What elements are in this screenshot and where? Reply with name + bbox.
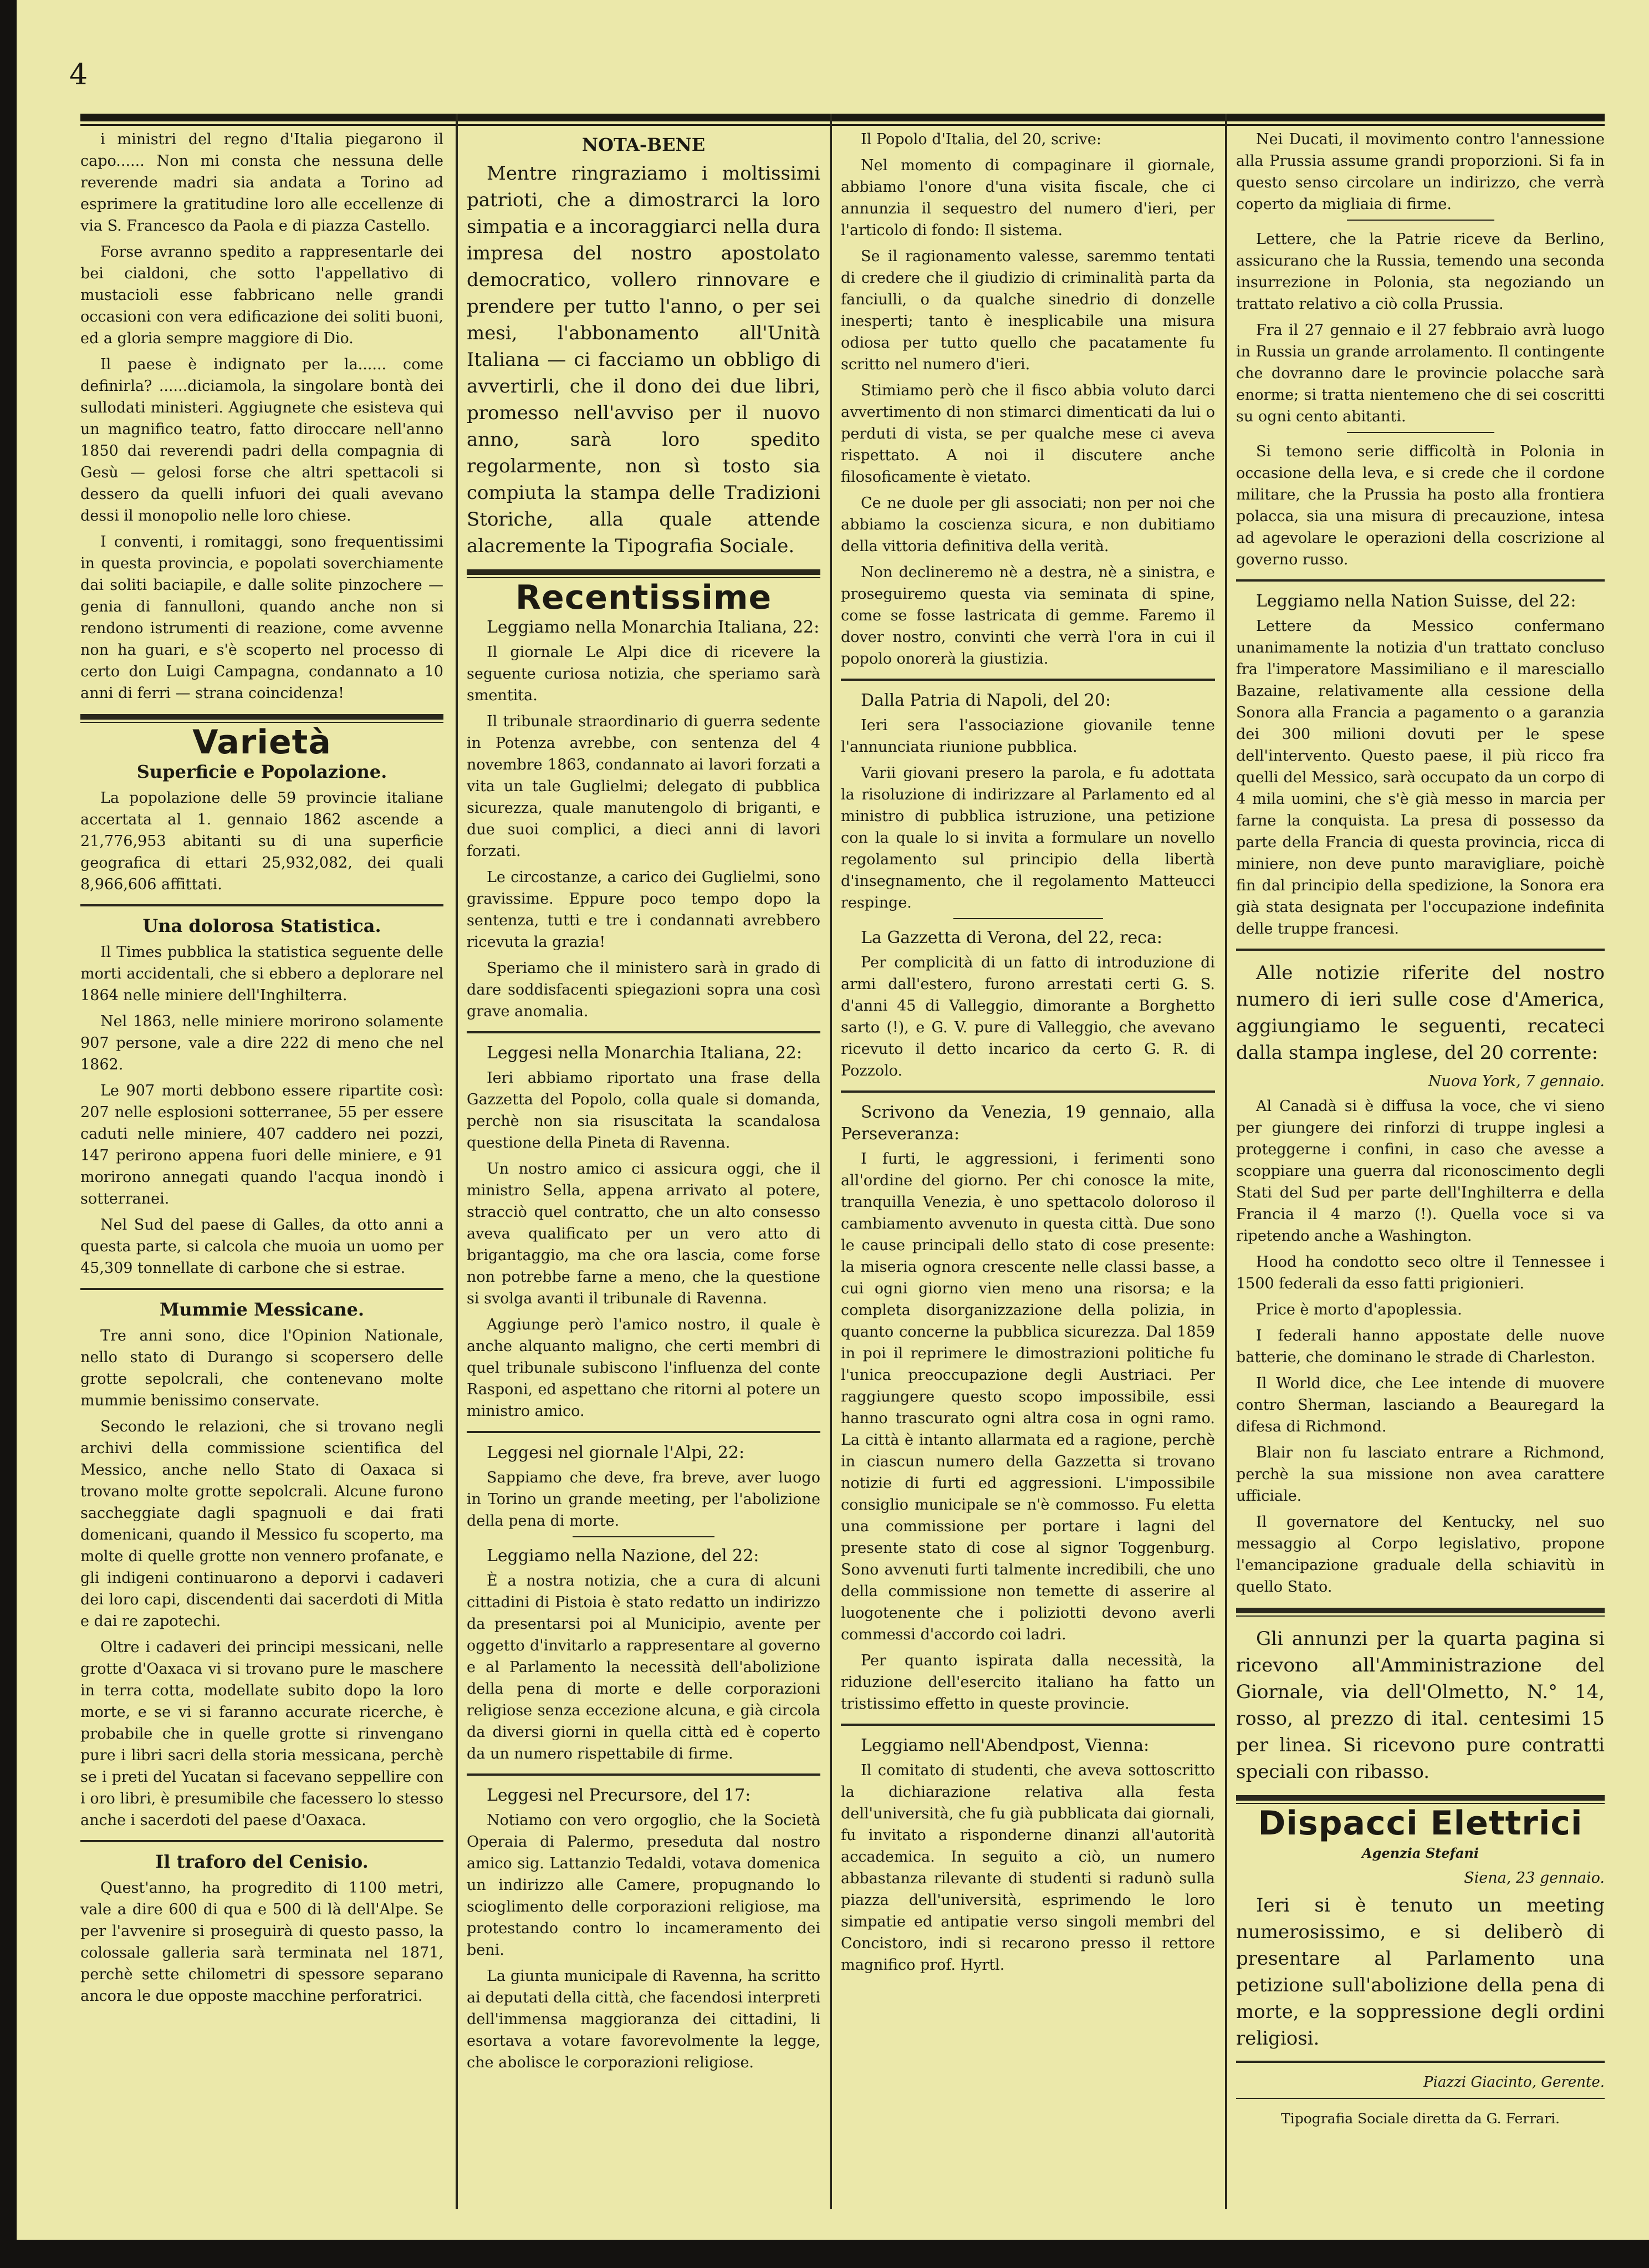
article-heading: Superficie e Popolazione. [136, 761, 387, 782]
article-heading: Una dolorosa Statistica. [142, 915, 381, 936]
paragraph: Lettere da Messico confermano unanimamente la notizia d'un trattato concluso fra l'imperatore Massimiliano e il maresciallo Bazaine, relativamente alla cessione della Sonora alla Francia a pagamento o a garanzia dei 300 milioni dovuti per le spese dell'intervento. Questo paese, il più ricco fra quelli del Messico, sarà occupato da un corpo di 4 mila uomini, che s'è già messo in marcia per farne la conquista. La presa di possesso da parte della Francia di questa provincia, ricca di miniere, non deve punto maravigliare, poichè fin dal principio della spedizione, la Sonora era già stata designata per l'occupazione indefinita delle truppe francesi. [1236, 618, 1605, 937]
paragraph: Si temono serie difficoltà in Polonia in occasione della leva, e si crede che il cordone militare, che la Prussia ha posto alla frontiera polacca, sia una misura di precauzione, intesa ad agevolare le operazioni della coscrizione al governo russo. [1236, 443, 1605, 568]
advertisement-notice: Gli annunzi per la quarta pagina si ricevono all'Amministrazione del Giornale, via dell'Olmetto, N.° 14, rosso, al prezzo di ital. centesimi 15 per linea. Si ricevono pure contratti speciali con ribasso. [1236, 1628, 1605, 1783]
paragraph: È a nostra notizia, che a cura di alcuni cittadini di Pistoia è stato redatto un indirizzo da presentarsi poi al Municipio, avente per oggetto d'invitarlo a rappresentare al governo e al Parlamento la necessità dell'abolizione della pena di morte e delle corporazioni religiose senza eccezione alcuna, e già circola da diversi giorni in quella città ed è coperto da un numero rispettabile di firme. [467, 1572, 820, 1762]
paragraph: Nel Sud del paese di Galles, da otto anni a questa parte, si calcola che muoia un uomo per 45,309 tonnellate di carbone che si estrae. [80, 1216, 443, 1277]
paragraph: Il World dice, che Lee intende di muovere contro Sherman, lasciando a Beauregard la difesa di Richmond. [1236, 1375, 1605, 1435]
paragraph: Per quanto ispirata dalla necessità, la riduzione dell'esercito italiano ha fatto un tristissimo effetto in queste provincie. [841, 1652, 1215, 1713]
paragraph: Secondo le relazioni, che si trovano negli archivi della commissione scientifica del Messico, anche nello Stato di Oaxaca si trovano molte grotte sepolcrali. Alcune furono saccheggiate dagli spagnuoli e dai frati domenicani, quando il Messico fu scoperto, ma molte di quelle grotte non vennero profanate, e gli indigeni continuarono a deporvi i cadaveri dei loro capi, discendenti dai sacerdoti di Mitla e dai re zapotechi. [80, 1418, 443, 1630]
paragraph: Per complicità di un fatto di introduzione di armi dall'estero, furono arrestati certi G. S. d'anni 45 di Valleggio, dimorante a Borghetto sarto (!), e G. V. pure di Valleggio, che avevano ricevuto il detto incarico da certo G. R. di Pozzolo. [841, 954, 1215, 1079]
scan-edge-bottom [0, 2240, 1649, 2268]
paragraph: Il Popolo d'Italia, del 20, scrive: [861, 131, 1101, 148]
paragraph: I federali hanno appostate delle nuove batterie, che dominano le strade di Charleston. [1236, 1327, 1605, 1366]
section-heading: Recentissime [515, 578, 772, 617]
paragraph: Quest'anno, ha progredito di 1100 metri, vale a dire 600 di qua e 500 di là dell'Alpe. Se per l'avvenire si proseguirà di questo passo, la colossale galleria sarà terminata nel 1871, perchè sette chilometri di spessore separano ancora le due opposte macchine perforatrici. [80, 1879, 443, 2005]
article-rule [467, 1431, 820, 1433]
paragraph: Ieri sera l'associazione giovanile tenne l'annunciata riunione pubblica. [841, 717, 1215, 756]
article-rule [841, 1724, 1215, 1726]
paragraph: Hood ha condotto seco oltre il Tennessee i 1500 federali da esso fatti prigionieri. [1236, 1253, 1605, 1292]
article-heading: Mummie Messicane. [159, 1299, 364, 1320]
section-rule [1236, 1795, 1605, 1801]
agency-name: Agenzia Stefani [1362, 1845, 1479, 1861]
paragraph: Tre anni sono, dice l'Opinion Nationale, nello stato di Durango si scopersero delle grotte sepolcrali, che contenevano molte mummie benissimo conservate. [80, 1327, 443, 1409]
article-rule [841, 1090, 1215, 1093]
article-rule [80, 1840, 443, 1842]
paragraph: Un nostro amico ci assicura oggi, che il ministro Sella, appena arrivato al potere, stracciò quel contratto, che un alto consesso aveva qualificato per un vero atto di brigantaggio, ma che ora lascia, come forse non potrebbe farne a meno, che la questione si svolga avanti il tribunale di Ravenna. [467, 1160, 820, 1307]
paragraph: Al Canadà si è diffusa la voce, che vi sieno per giungere dei rinforzi di truppe inglesi a proteggerne i confini, in caso che avesse a scoppiare una guerra dal riconoscimento degli Stati del Sud per parte dell'Inghilterra e della Francia il 4 marzo (!). Quella voce si va ripetendo anche a Washington. [1236, 1098, 1605, 1245]
column-1 [80, 129, 443, 2213]
article-rule [1236, 579, 1605, 582]
dateline: Siena, 23 gennaio. [1464, 1869, 1605, 1887]
column-2 [467, 129, 820, 2213]
paragraph: Aggiunge però l'amico nostro, il quale è anche alquanto maligno, che certi membri di quel tribunale subiscono l'influenza del conte Rasponi, ed aspettano che ritorni al potere un ministro amico. [467, 1316, 820, 1420]
section-heading: Dispacci Elettrici [1258, 1804, 1583, 1843]
paragraph: Blair non fu lasciato entrare a Richmond, perchè la sua missione non avea carattere ufficiale. [1236, 1444, 1605, 1505]
paragraph: Alle notizie riferite del nostro numero di ieri sulle cose d'America, aggiungiamo le seguenti, recateci dalla stampa inglese, del 20 corrente: [1236, 962, 1605, 1064]
article-rule [80, 904, 443, 906]
paragraph: Le circostanze, a carico dei Guglielmi, sono gravissime. Eppure poco tempo dopo la sentenza, tutti e tre i condannati avrebbero ricevuta la grazia! [467, 869, 820, 951]
article-rule [1236, 949, 1605, 951]
paragraph: La popolazione delle 59 provincie italiane accertata al 1. gennaio 1862 ascende a 21,776,953 abitanti su di una superficie geografica di ettari 25,932,082, dei quali 8,966,606 affittati. [80, 789, 443, 893]
section-rule [1236, 1608, 1605, 1613]
paragraph: Nel momento di compaginare il giornale, abbiamo l'onore d'una visita fiscale, che ci annunzia il sequestro del numero d'ieri, per l'articolo di fondo: Il sistema. [841, 157, 1215, 239]
dateline: Nuova York, 7 gennaio. [1428, 1073, 1605, 1090]
paragraph: Lettere, che la Patrie riceve da Berlino, assicurano che la Russia, temendo una seconda insurrezione in Polonia, sta negoziando un trattato relativo a ciò colla Prussia. [1236, 231, 1605, 313]
paragraph: Il tribunale straordinario di guerra sedente in Potenza avrebbe, con sentenza del 4 novembre 1863, condannato ai lavori forzati a vita un tale Guglielmi; delegato di pubblica sicurezza, quale manutengolo di briganti, e due suoi complici, a dieci anni di lavori forzati. [467, 713, 820, 860]
paragraph: Sappiamo che deve, fra breve, aver luogo in Torino un grande meeting, per l'abolizione della pena di morte. [467, 1469, 820, 1530]
paragraph: Ieri abbiamo riportato una frase della Gazzetta del Popolo, colla quale si domanda, perchè non sia risuscitata la scandalosa questione della Pineta di Ravenna. [467, 1069, 820, 1151]
article-rule [467, 1773, 820, 1776]
article-heading: Leggiamo nella Monarchia Italiana, 22: [487, 618, 820, 637]
page-number: 4 [69, 58, 88, 91]
paragraph: Il Times pubblica la statistica seguente delle morti accidentali, che si ebbero a deplorare nel 1864 nelle miniere dell'Inghilterra. [80, 944, 443, 1004]
article-heading: Leggiamo nella Nation Suisse, del 22: [1256, 592, 1576, 611]
paragraph: Mentre ringraziamo i moltissimi patrioti, che a dimostrarci la loro simpatia e a incoraggiarci nella dura impresa del nostro apostolato democratico, vollero rinnovare e prendere per tutto l'anno, o per sei mesi, l'abbonamento all'Unità Italiana — ci facciamo un obbligo di avvertirli, che il dono dei due libri, promesso nell'avviso per il nuovo anno, sarà loro spedito regolarmente, non sì tosto sia compiuta la stampa delle Tradizioni Storiche, alla quale attende alacremente la Tipografia Sociale. [467, 162, 820, 557]
article-heading: Leggiamo nella Nazione, del 22: [487, 1546, 759, 1566]
article-heading: NOTA-BENE [581, 134, 706, 155]
paragraph: I conventi, i romitaggi, sono frequentissimi in questa provincia, e popolati soverchiamente dai soliti baciapile, e dalle solite pinzochere — genia di fannulloni, quando anche non si rendono istrumenti di reazione, come avvenne non ha guari, e s'è scoperto nel processo di certo don Luigi Campagna, condannato a 10 anni di ferri — strana coincidenza! [80, 533, 443, 702]
top-rule-thin [80, 124, 1605, 126]
manager-signature: Piazzi Giacinto, Gerente. [1423, 2074, 1605, 2091]
paragraph: Se il ragionamento valesse, saremmo tentati di credere che il giudizio di criminalità parta da fanciulli, o da qualche sinedrio di donzelle inesperti; tanto è inesplicabile una misura odiosa per tutto quello che pacatamente fu scritto nel numero d'ieri. [841, 248, 1215, 373]
article-heading: Scrivono da Venezia, 19 gennaio, alla Perseveranza: [841, 1103, 1215, 1144]
article-rule [1236, 2061, 1605, 2063]
section-heading: Varietà [192, 723, 331, 762]
column-rule [456, 114, 458, 2209]
article-rule [1236, 2098, 1605, 2099]
paragraph: Nel 1863, nelle miniere morirono solamente 907 persone, vale a dire 222 di meno che nel 1862. [80, 1013, 443, 1073]
column-4 [1236, 129, 1605, 2213]
article-rule [1347, 220, 1494, 221]
article-heading: Dalla Patria di Napoli, del 20: [861, 691, 1111, 710]
top-rule [80, 114, 1605, 121]
paragraph: Price è morto d'apoplessia. [1256, 1301, 1462, 1318]
paragraph: Il comitato di studenti, che aveva sottoscritto la dichiarazione relativa alla festa dell'università, che fu già pubblicata dai giornali, fu invitato a risponderne dinanzi all'autorità accademica. In seguito a ciò, un numero abbastanza rilevante di studenti si radunò sulla piazza dell'università, esprimendo le loro simpatie ed antipatie verso singoli membri del Concistoro, indi si recarono presso il rettore magnifico prof. Hyrtl. [841, 1762, 1215, 1974]
paragraph: Nei Ducati, il movimento contro l'annessione alla Prussia assume grandi proporzioni. Si fa in questo senso circolare un indirizzo, che verrà coperto da migliaia di firme. [1236, 131, 1605, 213]
paragraph: Il giornale Le Alpi dice di ricevere la seguente curiosa notizia, che speriamo sarà smentita. [467, 644, 820, 704]
article-heading: Leggesi nel giornale l'Alpi, 22: [487, 1443, 745, 1462]
paragraph: Ieri si è tenuto un meeting numerosissimo, e si deliberò di presentare al Parlamento una petizione sull'abolizione della pena di morte, e la soppressione degli ordini religiosi. [1236, 1894, 1605, 2050]
article-rule [467, 1031, 820, 1033]
paragraph: Fra il 27 gennaio e il 27 febbraio avrà luogo in Russia un grande arrolamento. Il contingente che dovranno dare le provincie polacche sarà enorme; si tratta nientemeno che di sei coscritti su ogni cento abitanti. [1236, 322, 1605, 425]
printer-line: Tipografia Sociale diretta da G. Ferrari. [1281, 2111, 1560, 2127]
paragraph: Ce ne duole per gli associati; non per noi che abbiamo la coscienza sicura, e non dubitiamo della vittoria definitiva della verità. [841, 495, 1215, 555]
article-rule [841, 679, 1215, 681]
section-rule [467, 569, 820, 575]
article-rule [1347, 432, 1494, 433]
article-heading: Leggiamo nell'Abendpost, Vienna: [861, 1736, 1150, 1755]
paragraph: Notiamo con vero orgoglio, che la Società Operaia di Palermo, preseduta dal nostro amico sig. Lattanzio Tedaldi, votava domenica un indirizzo alle Camere, propugnando lo scioglimento delle corporazioni religiose, ma protestando contro lo incameramento dei beni. [467, 1812, 820, 1959]
paragraph: Le 907 morti debbono essere ripartite così: 207 nelle esplosioni sotterranee, 55 per essere caduti nelle miniere, 407 caddero nei pozzi, 147 perirono appena fuori delle miniere, e 91 morirono annegati quando l'acqua inondò i sotterranei. [80, 1082, 443, 1207]
paragraph: Il paese è indignato per la...... come definirla? ......diciamola, la singolare bontà dei sullodati ministeri. Aggiugnete che esisteva qui un magnifico teatro, fatto diroccare nell'anno 1850 dai reverendi padri della compagnia di Gesù — gelosi forse che altri spettacoli si dessero da quelli infuori dei quali avevano dessi il monopolio nelle loro chiese. [80, 356, 443, 524]
column-rule [830, 114, 832, 2209]
scan-edge-left [0, 0, 17, 2268]
article-rule [80, 1288, 443, 1290]
paragraph: Oltre i cadaveri dei principi messicani, nelle grotte d'Oaxaca vi si trovano pure le maschere in terra cotta, modellate subito dopo la loro morte, e se vi si faranno accurate ricerche, è probabile che in quelle grotte si rinvengano pure i libri sacri della storia messicana, perchè se i preti del Yucatan si facevano seppellire con i oro libri, è presumibile che facessero lo stesso anche i sacerdoti del paese d'Oaxaca. [80, 1639, 443, 1829]
paragraph: Non declineremo nè a destra, nè a sinistra, e proseguiremo questa via seminata di spine, come se fosse lastricata di gemme. Faremo il dover nostro, convinti che verrà l'ora in cui il popolo onorerà la giustizia. [841, 564, 1215, 667]
paragraph: I furti, le aggressioni, i ferimenti sono all'ordine del giorno. Per chi conosce la mite, tranquilla Venezia, è uno spettacolo doloroso il cambiamento avvenuto in questa città. Due sono le cause principali dello stato di cose presente: la miseria ognora crescente nelle classi basse, a cui ogni giorno vien meno una risorsa; e la completa disorganizzazione della polizia, in quanto concerne la pubblica sicurezza. Dal 1859 in poi il reprimere le dimostrazioni politiche fu l'unica preoccupazione degli Austriaci. Per raggiungere questo scopo impossibile, essi hanno trascurato ogni altra cosa in ogni ramo. La città è intanto allarmata ed a ragione, perchè in ciascun numero della Gazzetta si trovano notizie di furti ed aggressioni. L'impossibile consiglio municipale se n'è commosso. Fu eletta una commissione per portare i lagni del presente stato di cose al signor Toggenburg. Sono avvenuti furti talmente incredibili, che uno della commissione non temette di asserire al luogotenente che i poliziotti devono averli commessi d'accordo coi ladri. [841, 1150, 1215, 1643]
paragraph: Speriamo che il ministero sarà in grado di dare soddisfacenti spiegazioni sopra una così grave anomalia. [467, 960, 820, 1020]
article-heading: Leggesi nella Monarchia Italiana, 22: [487, 1043, 802, 1063]
paragraph: Forse avranno spedito a rappresentarle dei bei cialdoni, che sotto l'appellativo di mustacioli esse fabbricano nelle grandi occasioni con vera edificazione dei soliti buoni, ed a gloria sempre maggiore di Dio. [80, 243, 443, 347]
article-rule [573, 1536, 714, 1537]
paragraph: Varii giovani presero la parola, e fu adottata la risoluzione di indirizzare al Parlamento ed al ministro di pubblica istruzione, una petizione con la quale lo si invita a formulare un novello regolamento sul principio della libertà d'insegnamento, che il regolamento Matteucci respinge. [841, 765, 1215, 911]
section-rule-thin [1236, 1615, 1605, 1617]
paragraph: Il governatore del Kentucky, nel suo messaggio al Corpo legislativo, propone l'emancipazione graduale della schiavitù in quello Stato. [1236, 1513, 1605, 1596]
article-rule [953, 918, 1103, 919]
article-heading: La Gazzetta di Verona, del 22, reca: [861, 928, 1162, 947]
article-heading: Il traforo del Cenisio. [155, 1851, 369, 1872]
article-heading: Leggesi nel Precursore, del 17: [487, 1786, 751, 1805]
paragraph: La giunta municipale di Ravenna, ha scritto ai deputati della città, che facendosi interpreti dell'immensa maggioranza dei cittadini, li esortava a votare favorevolmente la legge, che abolisce le corporazioni religiose. [467, 1968, 820, 2071]
column-3 [841, 129, 1215, 2213]
column-rule [1225, 114, 1227, 2209]
section-rule [80, 714, 443, 720]
paragraph: Stimiamo però che il fisco abbia voluto darci avvertimento di non stimarci dimenticati da lui o perduti di vista, se per qualche mese ci aveva rispettato. A noi il discutere anche filosoficamente è vietato. [841, 382, 1215, 486]
paragraph: i ministri del regno d'Italia piegarono il capo...... Non mi consta che nessuna delle reverende madri sia andata a Torino ad esprimere la gratitudine loro alle eccellenze di via S. Francesco da Paola e di piazza Castello. [80, 131, 443, 235]
